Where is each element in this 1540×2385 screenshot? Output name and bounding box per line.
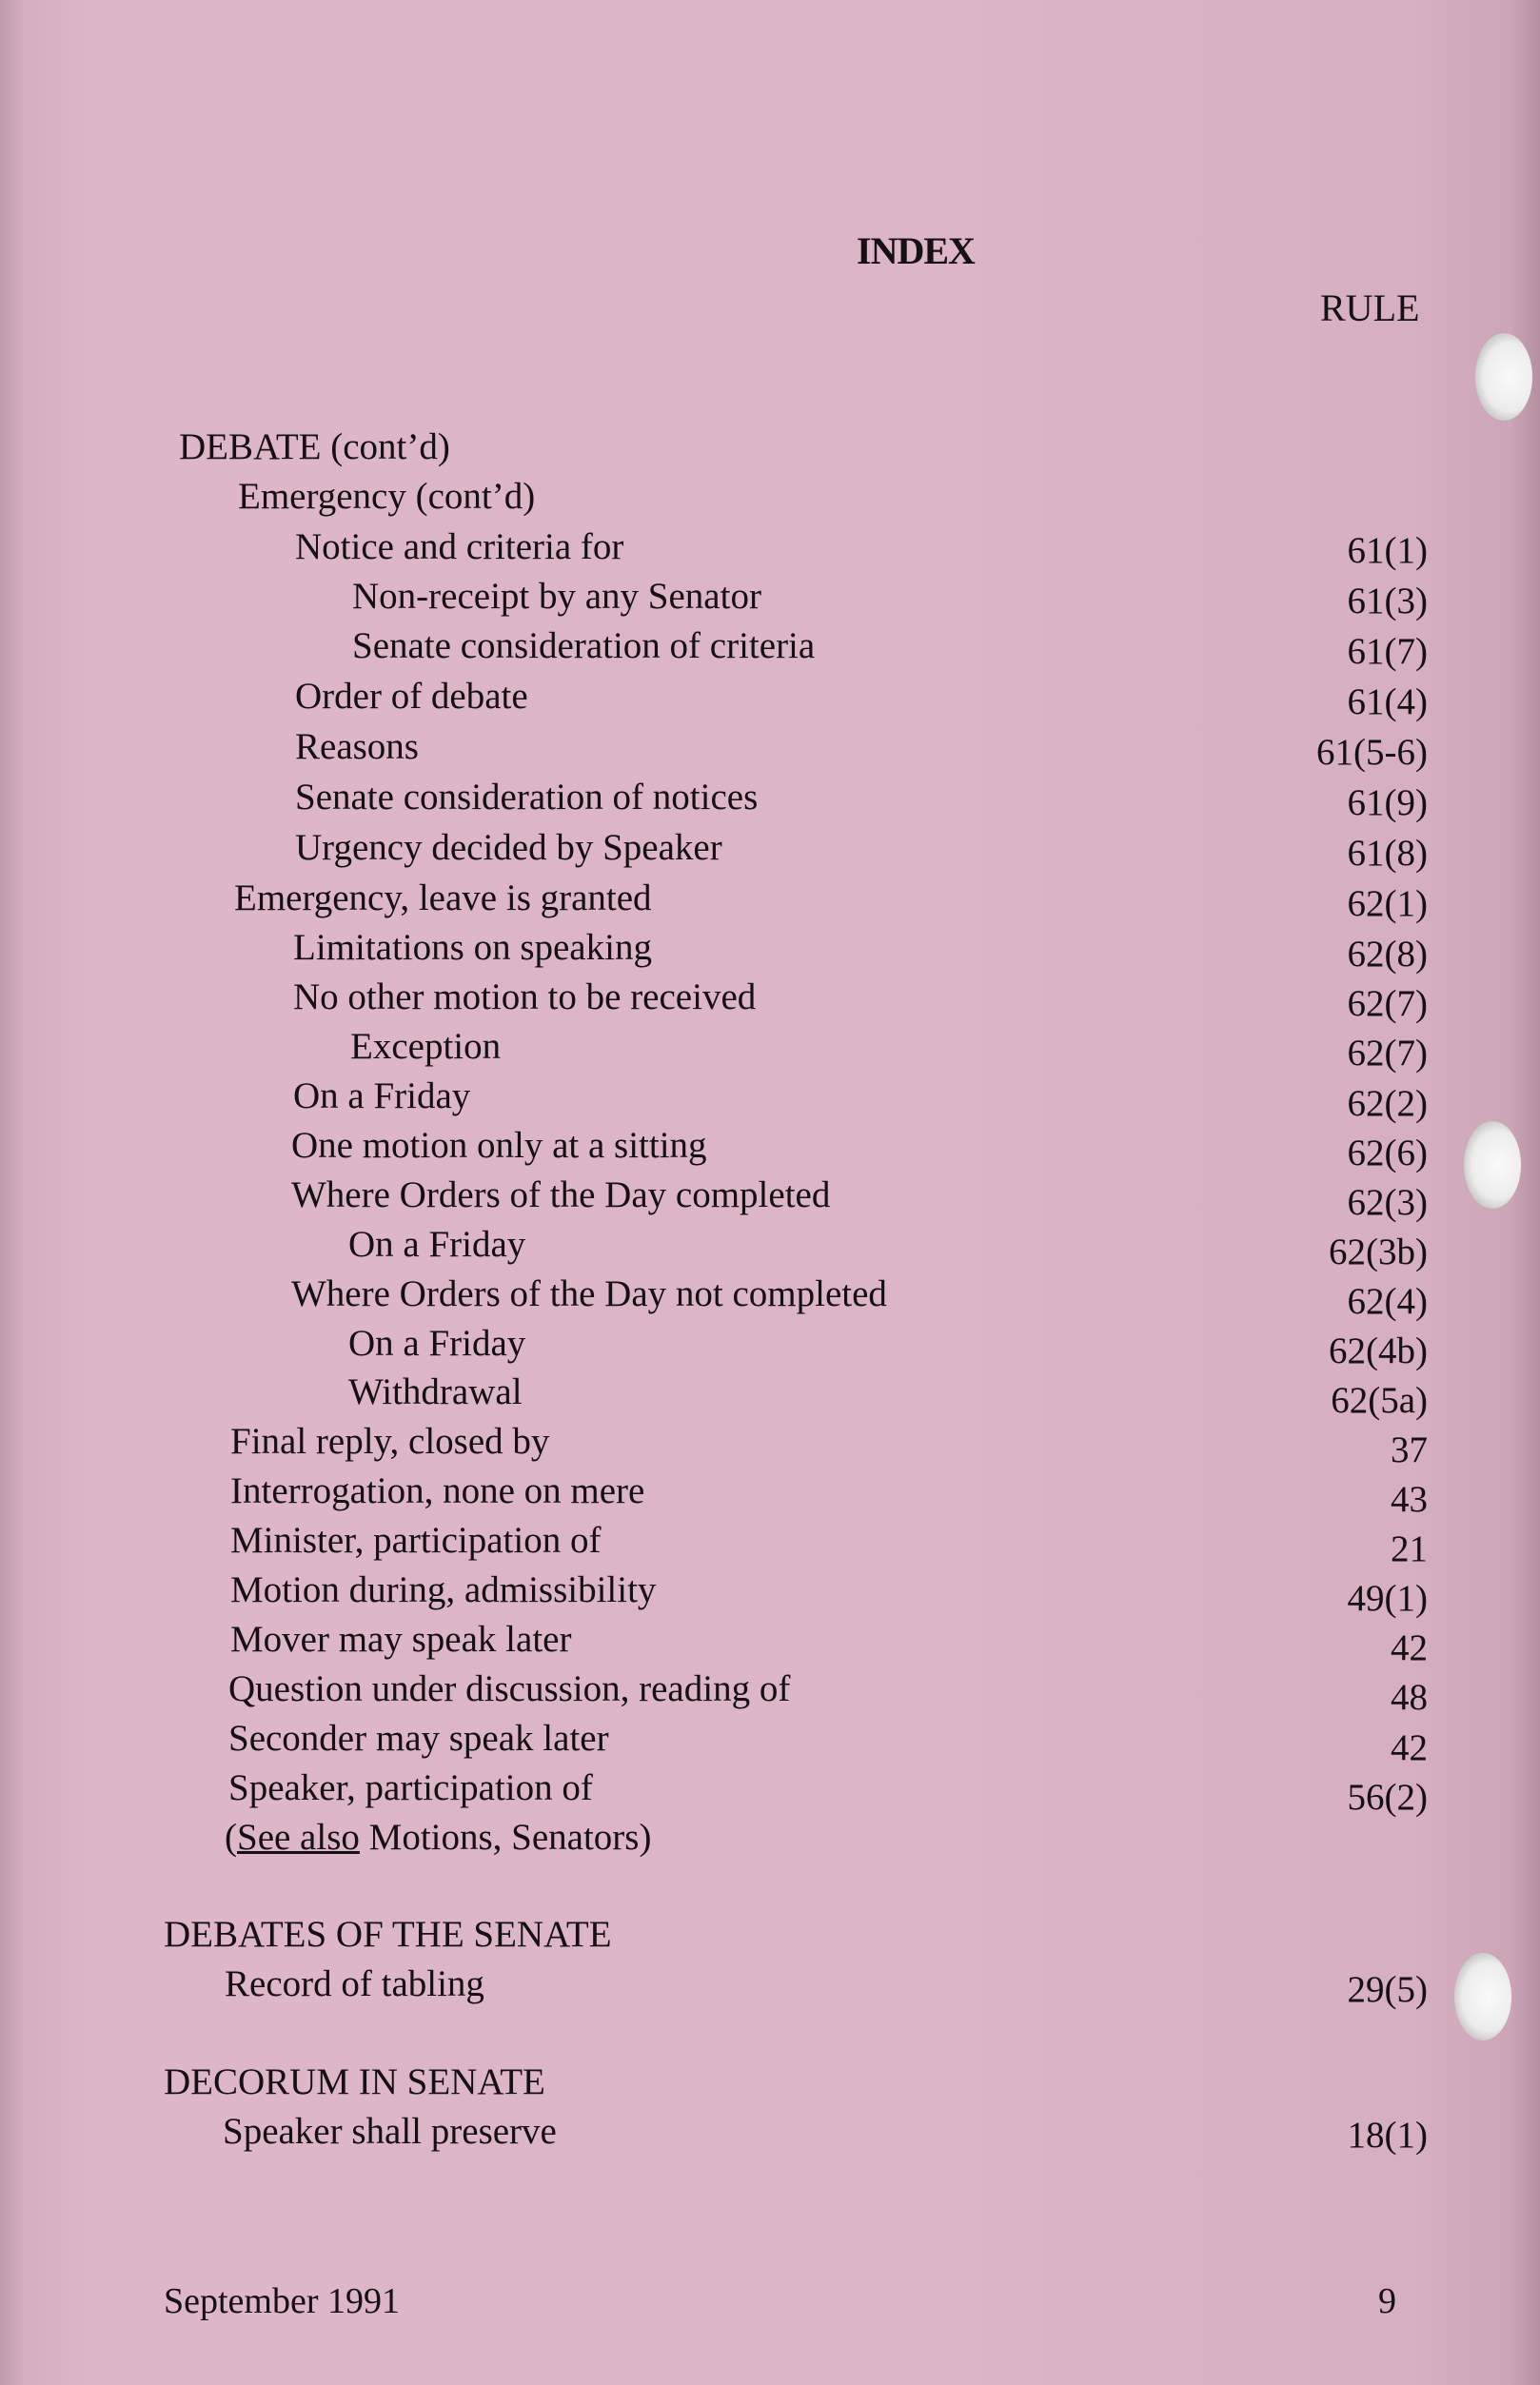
entry-emergency-leave: Emergency, leave is granted [234,877,652,918]
ref-record-of-tabling: 29(5) [1347,1969,1428,2010]
ref-mover: 42 [1391,1627,1428,1668]
entry-order-of-debate: Order of debate [295,676,528,717]
entry-withdrawal: Withdrawal [348,1371,523,1412]
entry-urgency: Urgency decided by Speaker [295,827,722,868]
rule-column-header: RULE [1320,286,1420,329]
ref-on-friday-2: 62(3b) [1329,1232,1428,1272]
ref-on-friday-3: 62(4b) [1329,1330,1428,1371]
ref-question: 48 [1391,1677,1428,1718]
entry-record-of-tabling: Record of tabling [225,1963,484,2004]
entry-question: Question under discussion, reading of [228,1668,791,1709]
ref-one-motion: 62(6) [1347,1133,1428,1173]
ref-orders-not-completed: 62(4) [1347,1281,1428,1322]
entry-limitations: Limitations on speaking [293,927,652,968]
page-number: 9 [1378,2281,1396,2321]
entry-reasons: Reasons [295,726,419,767]
ref-limitations: 62(8) [1347,934,1428,975]
footer-date: September 1991 [164,2281,401,2321]
entry-orders-completed: Where Orders of the Day completed [291,1174,831,1215]
entry-on-friday-2: On a Friday [348,1224,526,1265]
ref-no-other-motion: 62(7) [1347,983,1428,1024]
entry-interrogation: Interrogation, none on mere [230,1470,645,1511]
ref-on-friday-1: 62(2) [1347,1083,1428,1124]
ref-minister: 21 [1391,1528,1428,1569]
entry-seconder: Seconder may speak later [228,1718,609,1759]
entry-final-reply: Final reply, closed by [230,1421,550,1462]
entry-no-other-motion: No other motion to be received [293,976,757,1017]
entry-one-motion: One motion only at a sitting [291,1125,707,1166]
entry-speaker-shall-preserve: Speaker shall preserve [223,2111,557,2152]
entry-speaker-participation: Speaker, participation of [228,1767,593,1808]
ref-urgency: 61(8) [1347,833,1428,874]
heading-debate: DEBATE (cont’d) [179,426,450,467]
binder-hole-middle [1464,1121,1521,1209]
ref-orders-completed: 62(3) [1347,1182,1428,1223]
see-also-targets: Motions, Senators) [359,1817,652,1858]
subheading-emergency: Emergency (cont’d) [238,476,536,517]
ref-non-receipt: 61(3) [1347,581,1428,621]
entry-see-also [225,1817,651,1859]
entry-senate-consideration-criteria: Senate consideration of criteria [352,625,816,666]
heading-debates-of-the-senate: DEBATES OF THE SENATE [164,1914,612,1955]
entry-orders-not-completed: Where Orders of the Day not completed [291,1273,887,1314]
entry-on-friday-3: On a Friday [348,1323,526,1364]
entry-non-receipt: Non-receipt by any Senator [352,576,761,617]
ref-speaker-shall-preserve: 18(1) [1347,2115,1428,2156]
ref-interrogation: 43 [1391,1479,1428,1520]
ref-notice-criteria: 61(1) [1347,530,1428,571]
ref-seconder: 42 [1391,1727,1428,1768]
page-left-edge [0,0,25,2385]
binder-hole-bottom [1454,1953,1511,2040]
entry-notice-criteria: Notice and criteria for [295,526,624,567]
binder-hole-top [1475,333,1532,421]
ref-speaker-participation: 56(2) [1347,1777,1428,1818]
ref-exception: 62(7) [1347,1033,1428,1074]
see-also-label: See also [237,1817,360,1858]
ref-senate-consideration-criteria: 61(7) [1347,631,1428,672]
entry-senate-consideration-notices: Senate consideration of notices [295,777,759,818]
entry-on-friday-1: On a Friday [293,1075,471,1116]
ref-reasons: 61(5-6) [1316,732,1428,773]
heading-decorum-in-senate: DECORUM IN SENATE [164,2061,545,2102]
see-also-open-paren: ( [225,1817,237,1858]
ref-emergency-leave: 62(1) [1347,883,1428,924]
entry-mover: Mover may speak later [230,1619,572,1660]
entry-minister: Minister, participation of [230,1520,602,1561]
ref-motion-during: 49(1) [1347,1578,1428,1619]
ref-withdrawal: 62(5a) [1331,1380,1428,1421]
page-title: INDEX [857,229,975,272]
ref-order-of-debate: 61(4) [1347,681,1428,722]
entry-exception: Exception [350,1026,502,1067]
ref-final-reply: 37 [1391,1429,1428,1470]
entry-motion-during: Motion during, admissibility [230,1569,657,1610]
ref-senate-consideration-notices: 61(9) [1347,782,1428,823]
